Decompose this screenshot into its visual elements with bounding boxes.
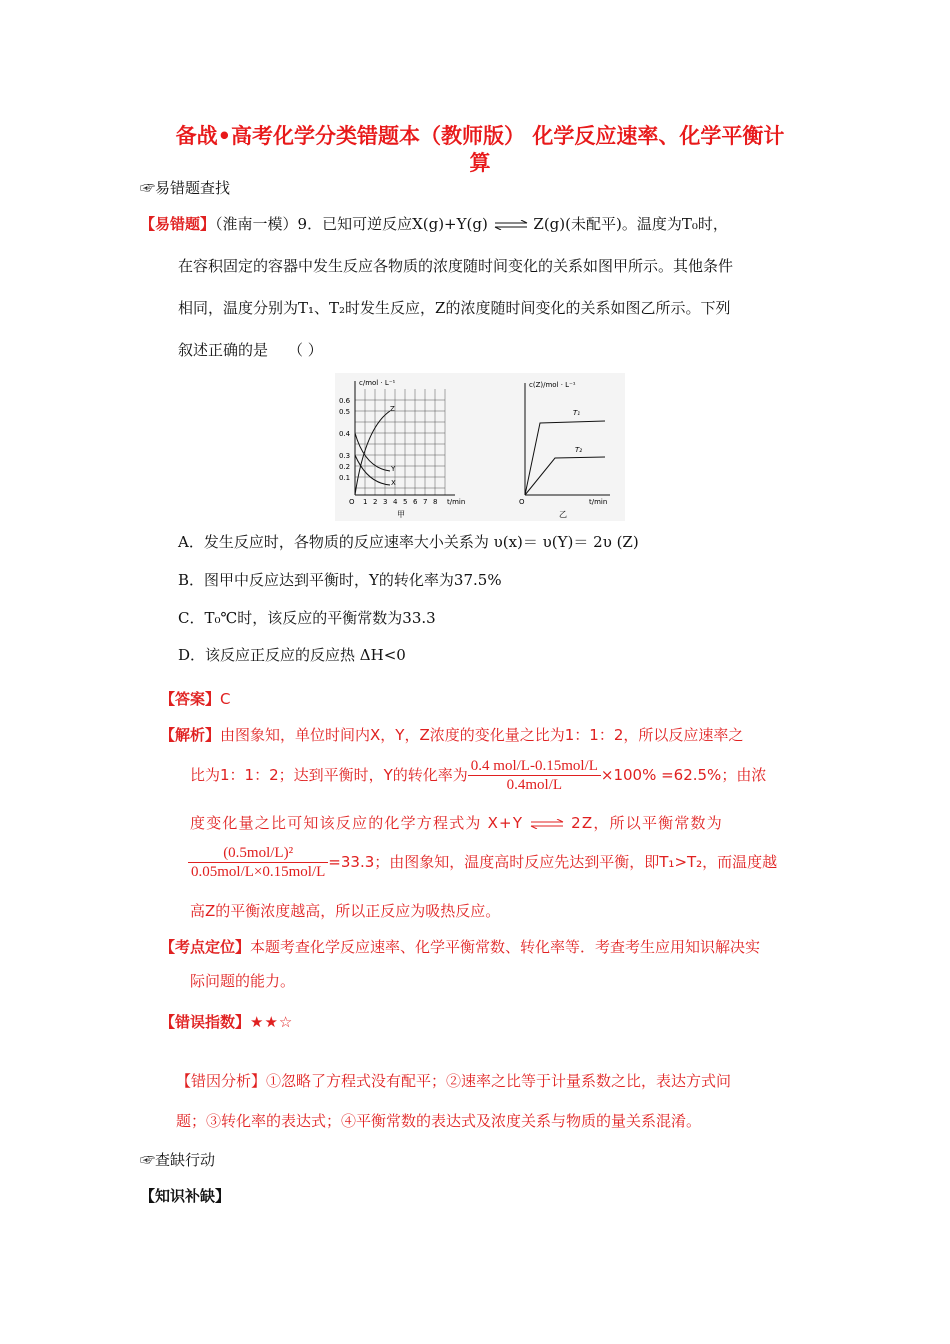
xtick-5: 5 bbox=[403, 498, 408, 506]
chart-right-xlabel: t/min bbox=[589, 498, 608, 506]
option-d: D．该反应正反应的反应热 ΔH<0 bbox=[178, 646, 406, 664]
option-b: B．图甲中反应达到平衡时，Y的转化率为37.5% bbox=[178, 571, 502, 589]
page-title bbox=[140, 123, 820, 177]
ytick-0-6: 0.6 bbox=[339, 397, 351, 405]
xtick-2: 2 bbox=[373, 498, 378, 506]
answer-bracket: （ ） bbox=[288, 341, 323, 359]
chart-right-ylabel: c(Z)/mol · L⁻¹ bbox=[529, 381, 576, 389]
conversion-denominator: 0.4mol/L bbox=[468, 775, 601, 794]
equilibrium-constant-fraction bbox=[188, 844, 328, 881]
point-line-1 bbox=[160, 936, 760, 957]
analysis-line-1 bbox=[160, 724, 743, 745]
xtick-3: 3 bbox=[383, 498, 388, 506]
analysis-line-4 bbox=[188, 844, 777, 881]
option-c: C．T₀℃时，该反应的平衡常数为33.3 bbox=[178, 609, 436, 627]
conversion-numerator: 0.4 mol/L-0.15mol/L bbox=[470, 758, 598, 774]
ytick-0-1: 0.1 bbox=[339, 474, 351, 482]
curve-label-z: Z bbox=[390, 405, 395, 413]
chart-left-xlabel: t/min bbox=[447, 498, 466, 506]
section-heading-action: ☞查缺行动 bbox=[140, 1151, 216, 1169]
k-denominator: 0.05mol/L×0.15mol/L bbox=[188, 862, 328, 881]
xtick-1: 1 bbox=[363, 498, 368, 506]
xtick-4: 4 bbox=[393, 498, 398, 506]
cause-text-1: ①忽略了方程式没有配平；②速率之比等于计量系数之比，表达方式问 bbox=[266, 1072, 732, 1090]
ytick-0-4: 0.4 bbox=[339, 430, 351, 438]
answer-line bbox=[160, 688, 231, 709]
title-line-1: 备战•高考化学分类错题本（教师版） 化学反应速率、化学平衡计 bbox=[175, 124, 785, 148]
xtick-7: 7 bbox=[423, 498, 428, 506]
ytick-0-5: 0.5 bbox=[339, 408, 351, 416]
chart-left-caption: 甲 bbox=[397, 510, 405, 519]
error-index-line bbox=[160, 1011, 293, 1032]
equilibrium-arrow-icon bbox=[529, 819, 565, 829]
question-stem-end: 叙述正确的是 bbox=[178, 341, 269, 359]
analysis-text-2a: 比为1：1：2；达到平衡时，Y的转化率为 bbox=[190, 766, 468, 784]
cause-tag: 【错因分析】 bbox=[176, 1072, 267, 1090]
point-tag: 【考点定位】 bbox=[160, 938, 251, 956]
chart-right-caption: 乙 bbox=[559, 510, 567, 519]
analysis-text-5: 高Z的平衡浓度越高，所以正反应为吸热反应。 bbox=[190, 902, 501, 920]
chart-right-origin: O bbox=[519, 498, 525, 506]
analysis-text-1: 由图象知，单位时间内X，Y，Z浓度的变化量之比为1：1：2，所以反应速率之 bbox=[220, 726, 744, 744]
question-line-1 bbox=[140, 214, 728, 234]
point-text-2: 际问题的能力。 bbox=[190, 972, 296, 990]
analysis-line-3 bbox=[190, 812, 723, 833]
error-index-tag: 【错误指数】 bbox=[160, 1013, 251, 1031]
cause-line-1 bbox=[176, 1071, 731, 1091]
point-text-1: 本题考查化学反应速率、化学平衡常数、转化率等．考查考生应用知识解决实 bbox=[250, 938, 761, 956]
curve-label-t1: T₁ bbox=[573, 409, 581, 417]
question-text-1: 9．已知可逆反应X(g)+Y(g) bbox=[297, 215, 488, 233]
answer-value: C bbox=[220, 690, 231, 708]
xtick-6: 6 bbox=[413, 498, 418, 506]
analysis-text-4b: =33.3；由图象知，温度高时反应先达到平衡，即T₁>T₂，而温度越 bbox=[328, 853, 778, 871]
ytick-0-2: 0.2 bbox=[339, 463, 351, 471]
option-a: A．发生反应时，各物质的反应速率大小关系为 υ(x)＝ υ(Y)＝ 2υ (Z) bbox=[178, 533, 639, 551]
concentration-figure bbox=[335, 373, 625, 521]
k-numerator: (0.5mol/L)² bbox=[223, 845, 294, 861]
star-rating: ★★☆ bbox=[250, 1013, 294, 1031]
ytick-0-3: 0.3 bbox=[339, 452, 351, 460]
question-text-1b: Z(g)(未配平)。温度为T₀时， bbox=[533, 215, 728, 233]
cause-text-2: 题；③转化率的表达式；④平衡常数的表达式及浓度关系与物质的量关系混淆。 bbox=[176, 1112, 702, 1130]
question-text-3: 相同，温度分别为T₁、T₂时发生反应，Z的浓度随时间变化的关系如图乙所示。下列 bbox=[178, 299, 731, 317]
curve-label-t2: T₂ bbox=[575, 446, 583, 454]
question-tag: 【易错题】 bbox=[140, 215, 216, 233]
chart-left-origin: O bbox=[349, 498, 355, 506]
analysis-text-3b: 2Z，所以平衡常数为 bbox=[571, 814, 723, 832]
section-heading-find: ☞易错题查找 bbox=[140, 179, 231, 197]
equilibrium-arrow-icon bbox=[493, 220, 529, 230]
title-line-2: 算 bbox=[469, 151, 491, 175]
curve-label-y: Y bbox=[391, 465, 396, 473]
question-text-2: 在容积固定的容器中发生反应各物质的浓度随时间变化的关系如图甲所示。其他条件 bbox=[178, 257, 734, 275]
xtick-8: 8 bbox=[433, 498, 438, 506]
curve-label-x: X bbox=[391, 479, 396, 487]
question-source: （淮南一模） bbox=[215, 215, 298, 233]
question-text-4 bbox=[178, 340, 323, 360]
analysis-tag: 【解析】 bbox=[160, 726, 221, 744]
knowledge-heading: 【知识补缺】 bbox=[140, 1187, 231, 1205]
answer-tag: 【答案】 bbox=[160, 690, 221, 708]
conversion-fraction bbox=[468, 757, 601, 794]
analysis-line-2 bbox=[190, 757, 766, 794]
chart-left-ylabel: c/mol · L⁻¹ bbox=[359, 379, 396, 387]
analysis-text-2b: ×100% =62.5%；由浓 bbox=[600, 766, 767, 784]
analysis-text-3a: 度变化量之比可知该反应的化学方程式为 X+Y bbox=[190, 814, 524, 832]
